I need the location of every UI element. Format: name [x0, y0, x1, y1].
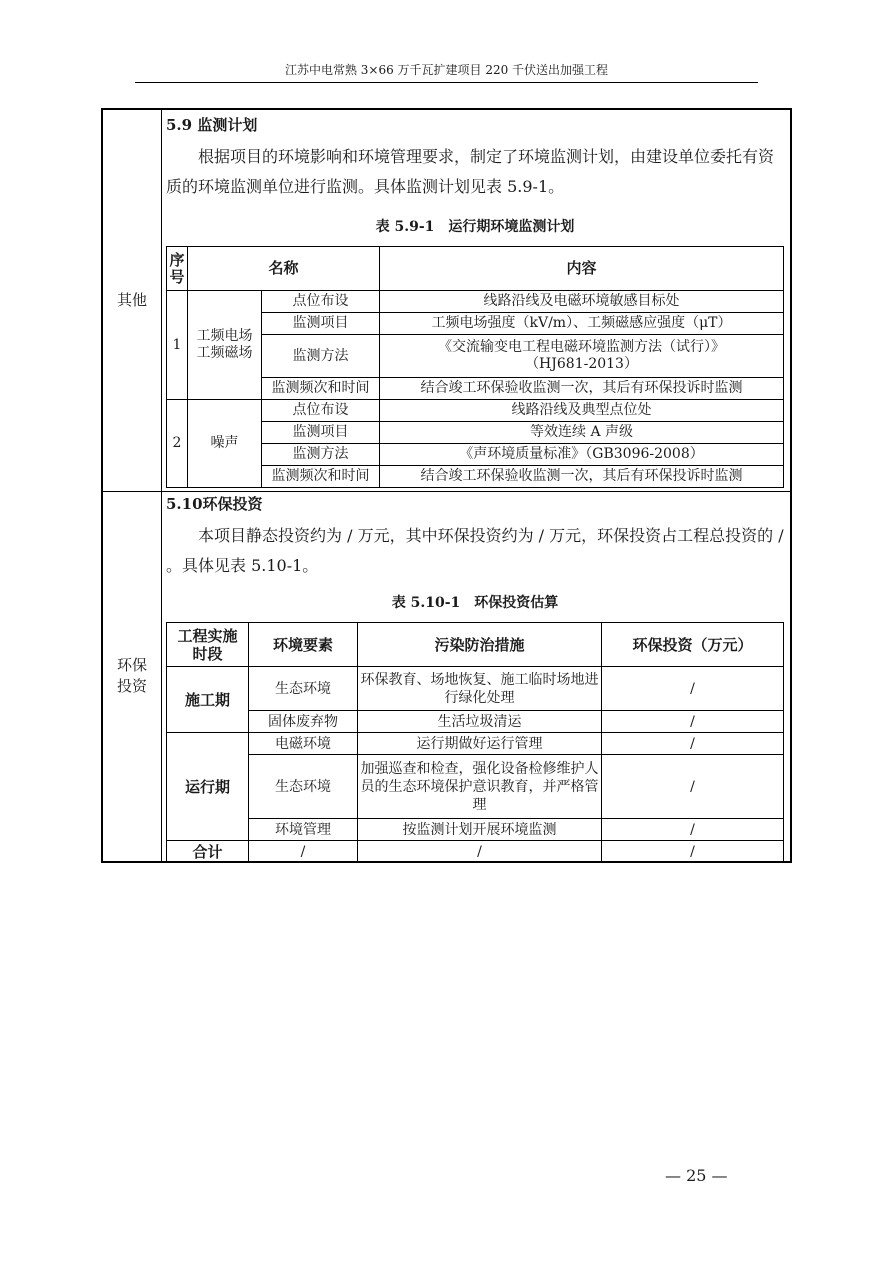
element-cell: 电磁环境 — [249, 733, 358, 755]
section-paragraph-5-10: 本项目静态投资约为 / 万元，其中环保投资约为 / 万元，环保投资占工程总投资的 / 。具体见表 5.10-1。 — [166, 526, 784, 575]
item-value: 线路沿线及典型点位处 — [380, 400, 784, 422]
table-total-row — [167, 841, 784, 863]
item-key: 监测方法 — [262, 444, 380, 466]
header-phase: 工程实施 时段 — [167, 623, 249, 667]
section-heading-5-10: 5.10环保投资 — [166, 495, 263, 513]
header-element: 环境要素 — [249, 623, 358, 667]
total-measure: / — [358, 841, 602, 863]
header-name: 名称 — [188, 247, 380, 291]
table-row — [167, 667, 784, 711]
item-key: 监测频次和时间 — [262, 378, 380, 400]
cost-cell: / — [602, 711, 784, 733]
table-row — [167, 733, 784, 755]
row-divider — [103, 491, 790, 492]
total-cost: / — [602, 841, 784, 863]
element-cell: 固体废弃物 — [249, 711, 358, 733]
side-label-investment: 环保 投资 — [116, 656, 147, 695]
header-content: 内容 — [380, 247, 784, 291]
item-key: 监测频次和时间 — [262, 466, 380, 488]
group-name: 工频电场 工频磁场 — [188, 291, 262, 400]
item-key: 监测项目 — [262, 422, 380, 444]
table-row — [167, 400, 784, 422]
cost-cell: / — [602, 819, 784, 841]
element-cell: 生态环境 — [249, 667, 358, 711]
item-value: 线路沿线及电磁环境敏感目标处 — [380, 291, 784, 313]
table-header-row — [167, 623, 784, 667]
section-heading-5-9: 5.9 监测计划 — [166, 116, 258, 134]
header-rule — [135, 82, 758, 83]
header-cost: 环保投资（万元） — [602, 623, 784, 667]
measure-cell: 加强巡查和检查，强化设备检修维护人员的生态环境保护意识教育，并严格管理 — [358, 755, 602, 819]
item-value: 等效连续 A 声级 — [380, 422, 784, 444]
header-measure: 污染防治措施 — [358, 623, 602, 667]
item-value: 结合竣工环保验收监测一次，其后有环保投诉时监测 — [380, 378, 784, 400]
item-key: 监测项目 — [262, 313, 380, 335]
table-row — [167, 711, 784, 733]
cost-cell: / — [602, 755, 784, 819]
investment-table — [166, 622, 784, 863]
section-paragraph-5-9: 根据项目的环境影响和环境管理要求，制定了环境监测计划，由建设单位委托有资质的环境监测单位进行监测。具体监测计划见表 5.9-1。 — [166, 147, 775, 196]
item-value: 工频电场强度（kV/m）、工频磁感应强度（μT） — [380, 313, 784, 335]
item-key: 点位布设 — [262, 291, 380, 313]
table-row — [167, 819, 784, 841]
table-row — [167, 755, 784, 819]
cost-cell: / — [602, 667, 784, 711]
item-key: 点位布设 — [262, 400, 380, 422]
measure-cell: 环保教育、场地恢复、施工临时场地进行绿化处理 — [358, 667, 602, 711]
measure-cell: 运行期做好运行管理 — [358, 733, 602, 755]
monitoring-plan-table — [166, 246, 784, 488]
phase-cell: 运行期 — [167, 733, 249, 841]
side-column-divider — [161, 110, 162, 861]
measure-cell: 生活垃圾清运 — [358, 711, 602, 733]
group-name: 噪声 — [188, 400, 262, 488]
page-number: — 25 — — [665, 1166, 728, 1185]
item-value: 《交流输变电工程电磁环境监测方法（试行）》 （HJ681-2013） — [380, 335, 784, 378]
group-no: 2 — [167, 400, 188, 488]
table-header-row — [167, 247, 784, 291]
measure-cell: 按监测计划开展环境监测 — [358, 819, 602, 841]
total-label: 合计 — [167, 841, 249, 863]
item-value: 结合竣工环保验收监测一次，其后有环保投诉时监测 — [380, 466, 784, 488]
table-caption-5-10-1: 表 5.10-1 环保投资估算 — [391, 595, 559, 611]
cost-cell: / — [602, 733, 784, 755]
table-caption-5-9-1: 表 5.9-1 运行期环境监测计划 — [375, 219, 575, 235]
item-value: 《声环境质量标准》（GB3096-2008） — [380, 444, 784, 466]
group-no: 1 — [167, 291, 188, 400]
element-cell: 生态环境 — [249, 755, 358, 819]
phase-cell: 施工期 — [167, 667, 249, 733]
side-label-other: 其他 — [116, 291, 147, 309]
page-header: 江苏中电常熟 3×66 万千瓦扩建项目 220 千伏送出加强工程 — [284, 63, 609, 77]
table-row — [167, 291, 784, 313]
item-key: 监测方法 — [262, 335, 380, 378]
total-element: / — [249, 841, 358, 863]
header-no: 序号 — [167, 247, 188, 291]
element-cell: 环境管理 — [249, 819, 358, 841]
